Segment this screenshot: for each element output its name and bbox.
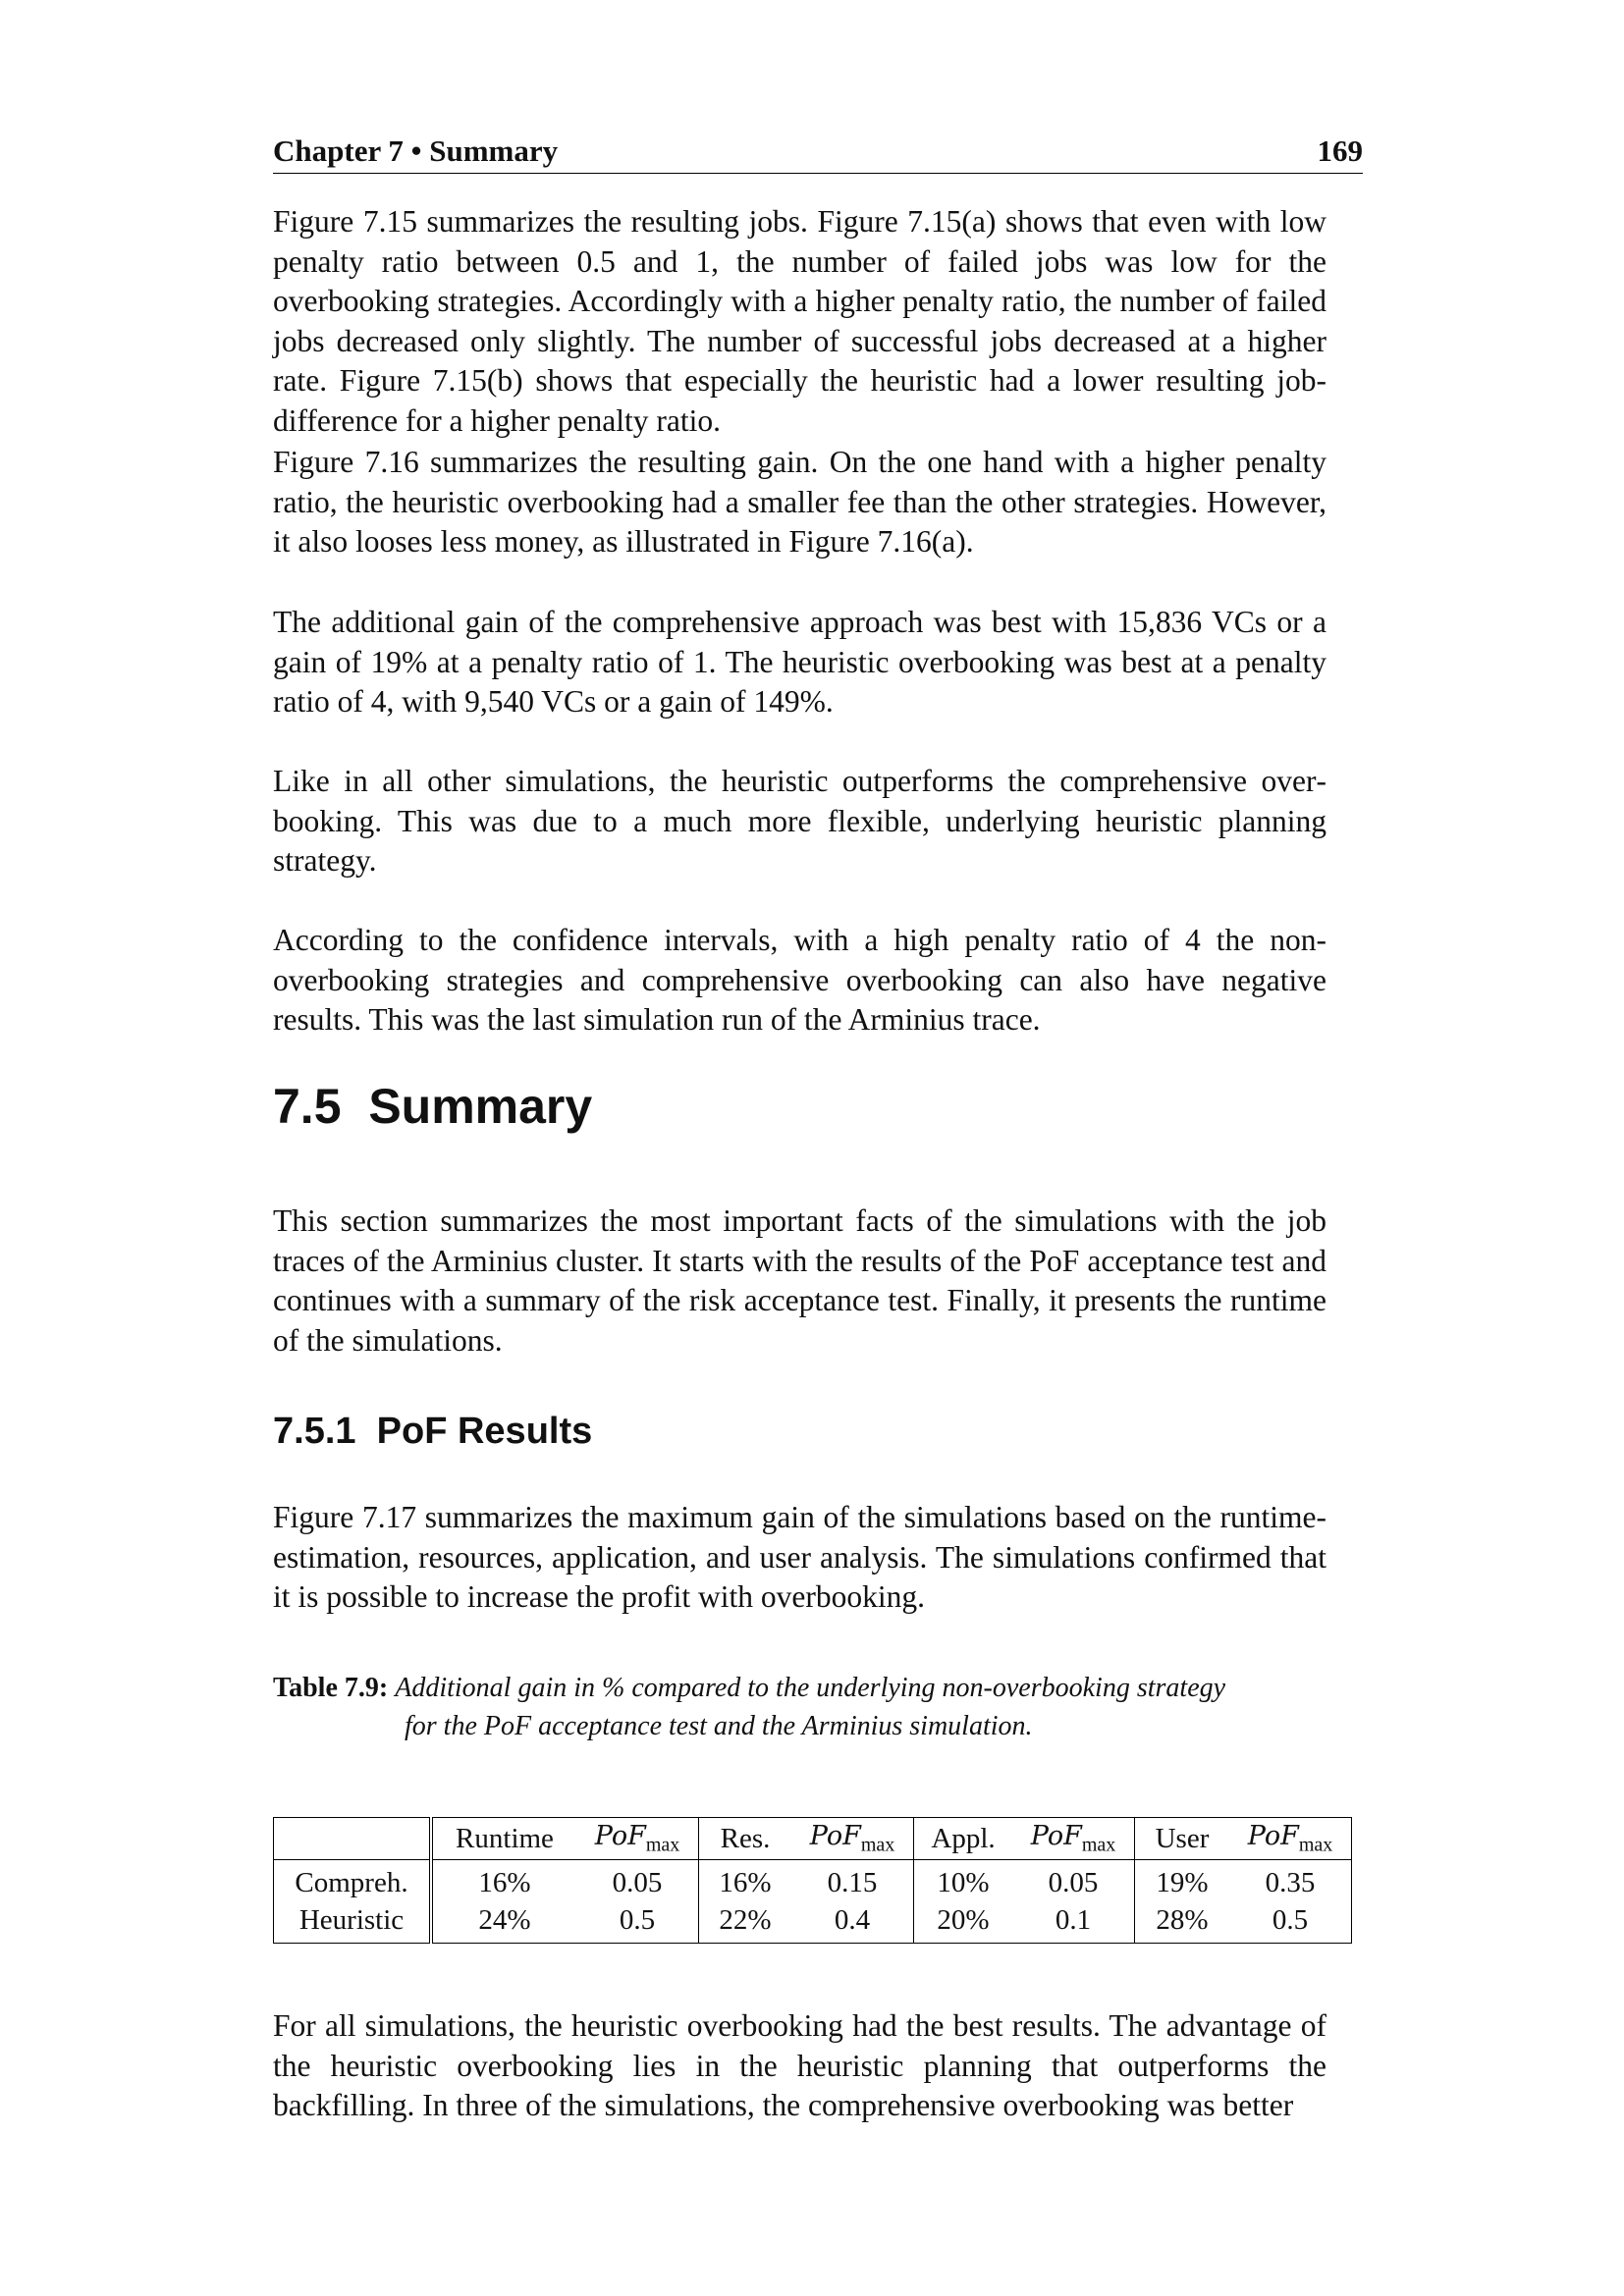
section-heading: [273, 1078, 592, 1135]
table-row: [274, 1901, 1352, 1944]
table-header-row: [274, 1818, 1352, 1860]
cell: 0.1: [1012, 1901, 1135, 1944]
cell: 24%: [431, 1901, 576, 1944]
table-label: Table 7.9:: [273, 1673, 389, 1703]
paragraph-5: According to the confidence intervals, with a high penalty ratio of 4 the nonoverbooking strategies and comprehensive overbooking can also have negative results. This was the last simulation run of the Arminius trace.: [273, 923, 1326, 1037]
row-label: Compreh.: [274, 1860, 432, 1902]
header-pof-1: PoF$_{max}$: [576, 1818, 699, 1860]
cell: 0.05: [1012, 1860, 1135, 1902]
cell: 0.15: [791, 1860, 914, 1902]
cell: 20%: [914, 1901, 1013, 1944]
subsection-number: 7.5.1: [273, 1411, 356, 1452]
running-head: [273, 130, 1363, 174]
header-res: Res.: [699, 1818, 792, 1860]
header-user: User: [1135, 1818, 1230, 1860]
subsection-heading: [273, 1411, 592, 1453]
cell: 0.5: [1229, 1901, 1352, 1944]
cell: 0.05: [576, 1860, 699, 1902]
paragraph-4: Like in all other simulations, the heuristic outperforms the comprehensive overbooking. This was due to a much more flexible, underlying heuristic planning strategy.: [273, 764, 1326, 878]
cell: 10%: [914, 1860, 1013, 1902]
paragraph-8: For all simulations, the heuristic overbooking had the best results. The advantage of the heuristic overbooking lies in the heuristic planning that outperforms the backfilling. In three of the simulations, the comprehensive overbooking was better: [273, 2008, 1326, 2122]
paragraph-7: Figure 7.17 summarizes the maximum gain of the simulations based on the runtime-estimation, resources, application, and user analysis. The simulations confirmed that it is possible to increase the profit with overbooking.: [273, 1500, 1326, 1614]
header-empty-cell: [274, 1818, 432, 1860]
section-number: 7.5: [273, 1079, 342, 1134]
header-pof-4: PoF$_{max}$: [1229, 1818, 1352, 1860]
page-number: 169: [1317, 133, 1363, 168]
cell: 0.4: [791, 1901, 914, 1944]
section-title: Summary: [368, 1079, 593, 1134]
header-appl: Appl.: [914, 1818, 1013, 1860]
cell: 0.35: [1229, 1860, 1352, 1902]
cell: 28%: [1135, 1901, 1230, 1944]
table-row: [274, 1860, 1352, 1902]
subsection-title: PoF Results: [376, 1411, 593, 1452]
header-pof-3: PoF$_{max}$: [1012, 1818, 1135, 1860]
table-container: [273, 1817, 1352, 1944]
chapter-title: Chapter 7 • Summary: [273, 133, 559, 168]
cell: 22%: [699, 1901, 792, 1944]
cell: 19%: [1135, 1860, 1230, 1902]
caption-line-2: for the PoF acceptance test and the Arminius simulation.: [405, 1711, 1033, 1741]
cell: 0.5: [576, 1901, 699, 1944]
paragraph-2: Figure 7.16 summarizes the resulting gain. On the one hand with a higher penalty ratio, the heuristic overbooking had a smaller fee than the other strategies. However, it also looses less money, as illustrated in Figure 7.16(a).: [273, 445, 1326, 559]
caption-line-1: Additional gain in % compared to the underlying non-overbooking strategy: [395, 1673, 1226, 1703]
header-pof-2: PoF$_{max}$: [791, 1818, 914, 1860]
paragraph-3: The additional gain of the comprehensive approach was best with 15,836 VCs or a gain of 19% at a penalty ratio of 1. The heuristic overbooking was best at a penalty ratio of 4, with 9,540 VCs or a gain of 149%.: [273, 605, 1326, 719]
row-label: Heuristic: [274, 1901, 432, 1944]
paragraph-1: Figure 7.15 summarizes the resulting jobs. Figure 7.15(a) shows that even with low penalty ratio between 0.5 and 1, the number of failed jobs was low for the overbooking strategies. Accordingly with a higher penalty ratio, the number of failed jobs decreased only slightly. The number of successful jobs decreased at a higher rate. Figure 7.15(b) shows that especially the heuristic had a lower resulting job-difference for a higher penalty ratio.: [273, 204, 1326, 438]
cell: 16%: [699, 1860, 792, 1902]
gain-table: [273, 1817, 1352, 1944]
header-runtime: Runtime: [431, 1818, 576, 1860]
paragraph-6: This section summarizes the most important facts of the simulations with the job traces of the Arminius cluster. It starts with the results of the PoF acceptance test and continues with a summary of the risk acceptance test. Finally, it presents the runtime of the simulations.: [273, 1203, 1326, 1358]
cell: 16%: [431, 1860, 576, 1902]
table-caption: [273, 1669, 1326, 1745]
